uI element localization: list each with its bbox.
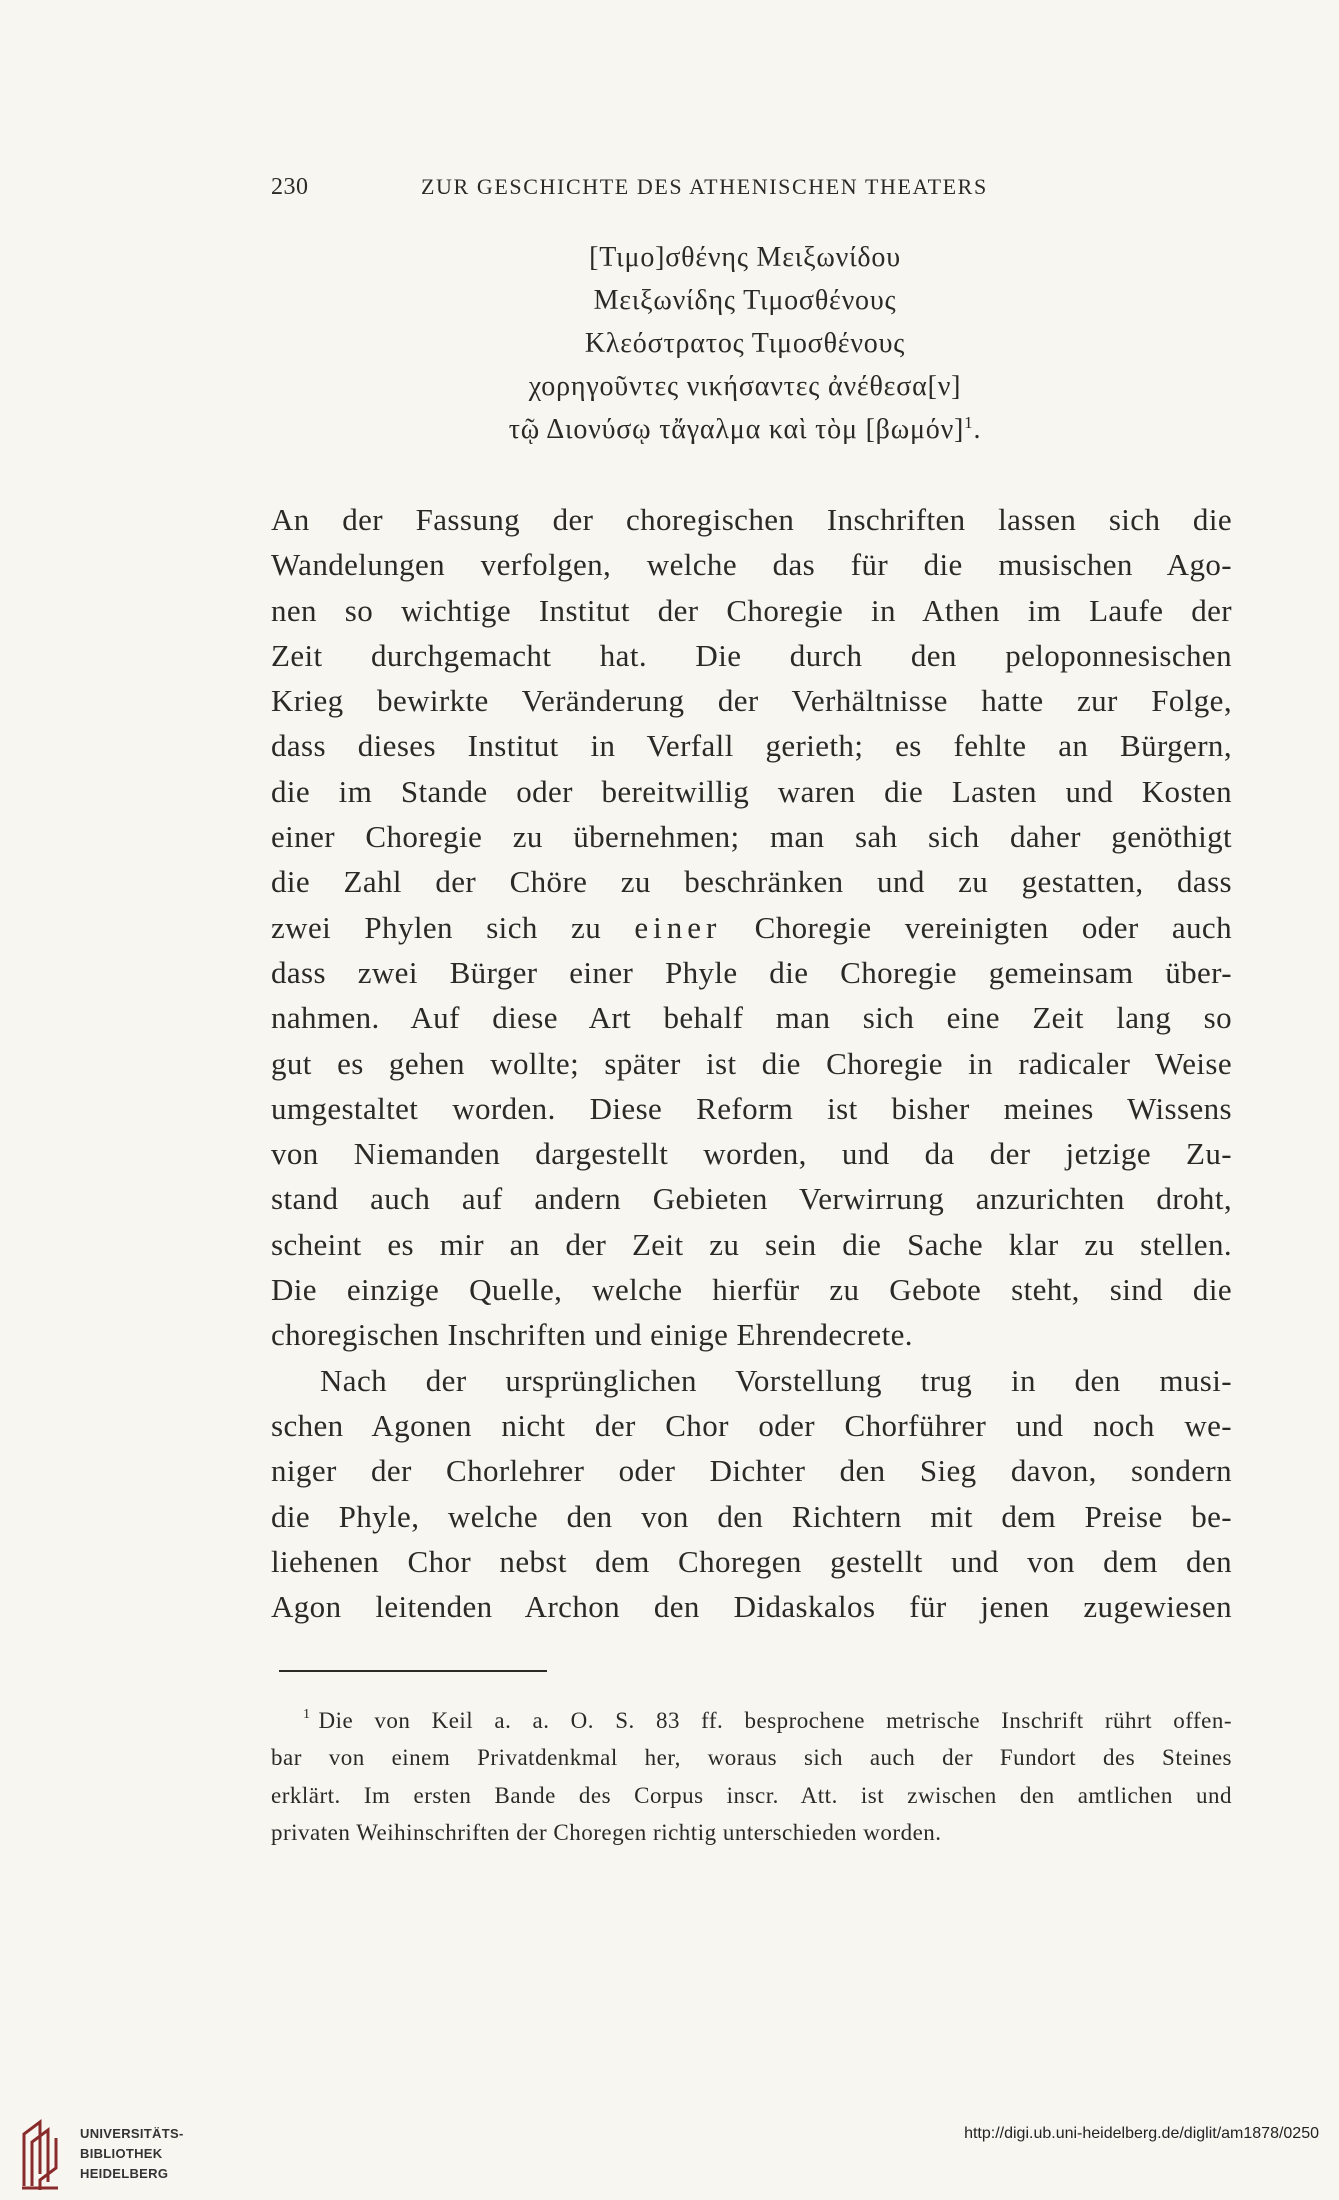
- footnote-text: Die von Keil a. a. O. S. 83 ff. besprochene metrische Inschrift rührt offen-: [318, 1708, 1232, 1733]
- inscription-line-text: τῷ Διονύσῳ τἄγαλμα καὶ τὸμ [βωμόν]: [508, 414, 965, 445]
- text-line: An der Fassung der choregischen Inschriften lassen sich die: [271, 502, 1232, 537]
- inscription-line: χορηγοῦντες νικήσαντες ἀνέθεσα[ν]: [528, 371, 962, 402]
- inscription-line: Μειξωνίδης Τιμοσθένους: [593, 285, 897, 316]
- text-line: dass zwei Bürger einer Phyle die Choregie gemeinsam über-: [271, 954, 1232, 990]
- text-line: die im Stande oder bereitwillig waren die Lasten und Kosten: [271, 773, 1232, 809]
- running-title: ZUR GESCHICHTE DES ATHENISCHEN THEATERS: [421, 174, 988, 199]
- footnote-line: [271, 1702, 1232, 1739]
- text-line: Wandelungen verfolgen, welche das für die musischen Ago-: [271, 547, 1232, 583]
- text-line: nen so wichtige Institut der Choregie in Athen im Laufe der: [271, 592, 1232, 628]
- text-line: einer Choregie zu übernehmen; man sah sich daher genöthigt: [271, 819, 1232, 855]
- text-line: die Phyle, welche den von den Richtern mit dem Preise be-: [271, 1498, 1232, 1534]
- library-logo-icon: [18, 2116, 70, 2192]
- greek-inscription: [250, 236, 1240, 451]
- footnote-rule: [279, 1670, 547, 1672]
- text-line: gut es gehen wollte; später ist die Choregie in radicaler Weise: [271, 1045, 1232, 1081]
- text-line: Zeit durchgemacht hat. Die durch den peloponnesischen: [271, 637, 1232, 673]
- text-line: Die einzige Quelle, welche hierfür zu Gebote steht, sind die: [271, 1272, 1232, 1308]
- text-line: die Zahl der Chöre zu beschränken und zu gestatten, dass: [271, 864, 1232, 900]
- text-line: [271, 905, 1232, 950]
- inscription-line: [Τιμο]σθένης Μειξωνίδου: [589, 242, 901, 273]
- text-line: liehenen Chor nebst dem Choregen gestellt und von dem den: [271, 1543, 1232, 1579]
- library-name-line: HEIDELBERG: [80, 2166, 169, 2181]
- library-name-line: BIBLIOTHEK: [80, 2146, 163, 2161]
- text-line: choregischen Inschriften und einige Ehrendecrete.: [271, 1317, 913, 1353]
- inscription-line-last: [250, 408, 1240, 451]
- text-line: Agon leitenden Archon den Didaskalos für jenen zugewiesen: [271, 1589, 1232, 1625]
- inscription-line: Κλεόστρατος Τιμοσθένους: [584, 328, 906, 359]
- footnote-line: bar von einem Privatdenkmal her, woraus sich auch der Fundort des Steines: [271, 1745, 1232, 1771]
- body-text: [271, 497, 1232, 1629]
- text-line: scheint es mir an der Zeit zu sein die Sache klar zu stellen.: [271, 1226, 1232, 1262]
- text-segment: Choregie vereinigten oder auch: [721, 909, 1232, 945]
- text-line: Krieg bewirkte Veränderung der Verhältnisse hatte zur Folge,: [271, 683, 1232, 719]
- text-segment: zwei Phylen sich zu: [271, 909, 635, 945]
- footnote-line: privaten Weihinschriften der Choregen richtig unterschieden worden.: [271, 1819, 942, 1845]
- inscription-end-punct: .: [973, 414, 982, 445]
- footnote-marker: 1: [303, 1707, 311, 1722]
- text-line: dass dieses Institut in Verfall gerieth; es fehlte an Bürgern,: [271, 728, 1232, 764]
- text-line: stand auch auf andern Gebieten Verwirrung anzurichten droht,: [271, 1181, 1232, 1217]
- text-line: Nach der ursprünglichen Vorstellung trug in den musi-: [320, 1362, 1232, 1398]
- footnote-reference: 1: [964, 413, 974, 432]
- library-name-line: UNIVERSITÄTS-: [80, 2126, 184, 2141]
- text-line: schen Agonen nicht der Chor oder Chorführer und noch we-: [271, 1407, 1232, 1443]
- spaced-emphasis: einer: [634, 909, 722, 945]
- library-name: [80, 2124, 184, 2184]
- text-line: umgestaltet worden. Diese Reform ist bisher meines Wissens: [271, 1090, 1232, 1126]
- text-line: von Niemanden dargestellt worden, und da der jetzige Zu-: [271, 1136, 1232, 1172]
- source-url: http://digi.ub.uni-heidelberg.de/diglit/am1878/0250: [964, 2125, 1319, 2142]
- text-line: nahmen. Auf diese Art behalf man sich eine Zeit lang so: [271, 1000, 1232, 1036]
- footnote: [271, 1702, 1232, 1851]
- text-line: niger der Chorlehrer oder Dichter den Sieg davon, sondern: [271, 1453, 1232, 1489]
- footnote-line: erklärt. Im ersten Bande des Corpus inscr. Att. ist zwischen den amtlichen und: [271, 1782, 1232, 1808]
- page-number: 230: [271, 174, 309, 200]
